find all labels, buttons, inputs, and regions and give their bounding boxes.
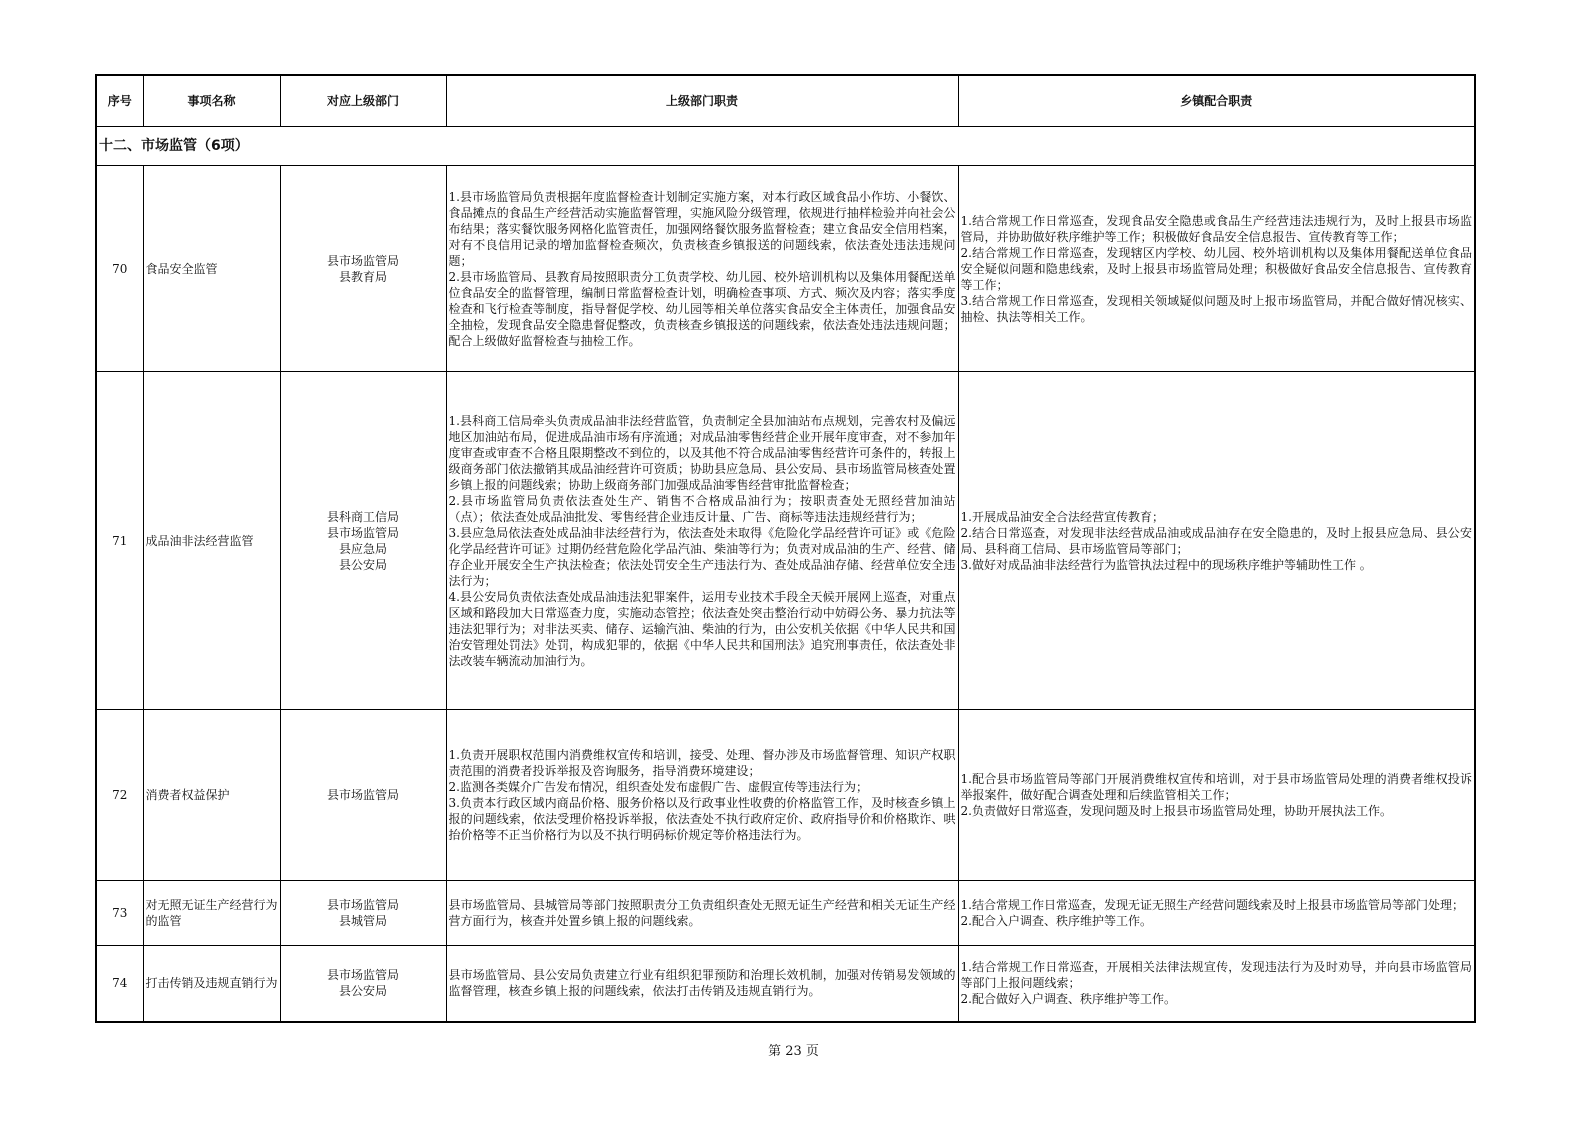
upper-departments <box>280 710 446 881</box>
town-duty-text <box>958 946 1475 1022</box>
paragraph: 1.配合县市场监管局等部门开展消费维权宣传和培训，对于县市场监管局处理的消费者维权投诉举报案件，做好配合调查处理和后续监管相关工作； <box>960 772 1472 802</box>
header-item-name: 事项名称 <box>143 75 280 127</box>
department: 县市场监管局 <box>326 898 399 912</box>
row-number: 70 <box>96 166 143 372</box>
section-row <box>96 127 1475 166</box>
town-duty-text <box>958 710 1475 881</box>
item-name: 成品油非法经营监管 <box>143 372 280 710</box>
department: 县城管局 <box>338 914 387 928</box>
upper-duty-text <box>446 710 958 881</box>
header-town-duty: 乡镇配合职责 <box>958 75 1475 127</box>
department: 县应急局 <box>338 541 387 556</box>
table-row <box>96 710 1475 881</box>
paragraph: 1.结合常规工作日常巡查，发现无证无照生产经营问题线索及时上报县市场监管局等部门处理； <box>960 898 1464 912</box>
paragraph: 1.负责开展职权范围内消费维权宣传和培训，接受、处理、督办涉及市场监督管理、知识产权职责范围的消费者投诉举报及咨询服务，指导消费环境建设； <box>448 748 956 778</box>
paragraph: 2.结合日常巡查，对发现非法经营成品油或成品油存在安全隐患的，及时上报县应急局、县公安局、县科商工信局、县市场监管局等部门； <box>960 525 1472 556</box>
upper-duty-text <box>446 166 958 372</box>
header-seq: 序号 <box>96 75 143 127</box>
upper-duty-text <box>446 881 958 946</box>
paragraph: 3.负责本行政区域内商品价格、服务价格以及行政事业性收费的价格监管工作，及时核查乡镇上报的问题线索，依法受理价格投诉举报，依法查处不执行政府定价、政府指导价和价格欺诈、哄抬价格等不正当价格行为以及不执行明码标价规定等价格违法行为。 <box>448 796 956 842</box>
paragraph: 3.做好对成品油非法经营行为监管执法过程中的现场秩序维护等辅助性工作 。 <box>960 557 1372 572</box>
header-upper-dept: 对应上级部门 <box>280 75 446 127</box>
item-name: 对无照无证生产经营行为的监管 <box>143 881 280 946</box>
department: 县公安局 <box>338 557 387 572</box>
upper-departments <box>280 946 446 1022</box>
town-duty-text <box>958 372 1475 710</box>
town-duty-text <box>958 166 1475 372</box>
department: 县科商工信局 <box>326 509 399 524</box>
paragraph: 县市场监管局、县城管局等部门按照职责分工负责组织查处无照无证生产经营和相关无证生产经营方面行为，核查并处置乡镇上报的问题线索。 <box>448 898 956 928</box>
town-duty-text <box>958 881 1475 946</box>
table-row <box>96 166 1475 372</box>
row-number: 72 <box>96 710 143 881</box>
paragraph: 2.县市场监管局负责依法查处生产、销售不合格成品油行为；按职责查处无照经营加油站（点）；依法查处成品油批发、零售经营企业违反计量、广告、商标等违法违规经营行为； <box>448 493 956 524</box>
row-number: 74 <box>96 946 143 1022</box>
table-row <box>96 372 1475 710</box>
paragraph: 1.县科商工信局牵头负责成品油非法经营监管，负责制定全县加油站布点规划，完善农村及偏远地区加油站布局，促进成品油市场有序流通；对成品油零售经营企业开展年度审查，对不参加年度审查或审查不合格且限期整改不到位的，以及其他不符合成品油零售经营许可条件的，转报上级商务部门依法撤销其成品油经营许可资质；协助县应急局、县公安局、县市场监管局核查处置乡镇上报的问题线索；协助上级商务部门加强成品油零售经营审批监督检查； <box>448 413 956 492</box>
paragraph: 2.监测各类媒介广告发布情况，组织查处发布虚假广告、虚假宣传等违法行为； <box>448 780 868 794</box>
responsibility-table <box>95 74 1476 1023</box>
upper-departments <box>280 881 446 946</box>
upper-departments <box>280 166 446 372</box>
paragraph: 2.配合做好入户调查、秩序维护等工作。 <box>960 992 1176 1007</box>
paragraph: 2.结合常规工作日常巡查，发现辖区内学校、幼儿园、校外培训机构以及集体用餐配送单位食品安全疑似问题和隐患线索，及时上报县市场监管局处理；积极做好食品安全信息报告、宣传教育等工作； <box>960 245 1472 292</box>
department: 县市场监管局 <box>326 788 399 802</box>
item-name: 消费者权益保护 <box>143 710 280 881</box>
row-number: 71 <box>96 372 143 710</box>
paragraph: 1.结合常规工作日常巡查，发现食品安全隐患或食品生产经营违法违规行为，及时上报县市场监管局，并协助做好秩序维护等工作；积极做好食品安全信息报告、宣传教育等工作； <box>960 213 1472 244</box>
table-row <box>96 881 1475 946</box>
section-title: 十二、市场监管（6项） <box>96 127 1475 166</box>
department: 县市场监管局 <box>326 525 399 540</box>
row-number: 73 <box>96 881 143 946</box>
department: 县公安局 <box>338 984 387 999</box>
upper-departments <box>280 372 446 710</box>
item-name: 打击传销及违规直销行为 <box>143 946 280 1022</box>
paragraph: 县市场监管局、县公安局负责建立行业有组织犯罪预防和治理长效机制，加强对传销易发领域的监督管理，核查乡镇上报的问题线索，依法打击传销及违规直销行为。 <box>448 968 956 999</box>
paragraph: 2.配合入户调查、秩序维护等工作。 <box>960 914 1152 928</box>
upper-duty-text <box>446 946 958 1022</box>
paragraph: 2.负责做好日常巡查，发现问题及时上报县市场监管局处理，协助开展执法工作。 <box>960 804 1392 818</box>
department: 县市场监管局 <box>326 253 399 268</box>
paragraph: 1.县市场监管局负责根据年度监督检查计划制定实施方案，对本行政区域食品小作坊、小餐饮、食品摊点的食品生产经营活动实施监督管理，实施风险分级管理，依规进行抽样检验并向社会公布结果；落实餐饮服务网格化监管责任，加强网络餐饮服务监督检查；建立食品安全信用档案，对有不良信用记录的增加监督检查频次，负责核查乡镇报送的问题线索，依法查处违法违规问题； <box>448 189 956 268</box>
table-row <box>96 946 1475 1022</box>
page-number: 第 23 页 <box>768 1044 819 1059</box>
table-header-row <box>96 75 1475 127</box>
paragraph: 4.县公安局负责依法查处成品油违法犯罪案件，运用专业技术手段全天候开展网上巡查，对重点区域和路段加大日常巡查力度，实施动态管控；依法查处突击整治行动中妨碍公务、暴力抗法等违法犯罪行为；对非法买卖、储存、运输汽油、柴油的行为，由公安机关依据《中华人民共和国治安管理处罚法》处罚，构成犯罪的，依据《中华人民共和国刑法》追究刑事责任，依法查处非法改装车辆流动加油行为。 <box>448 589 956 668</box>
department: 县教育局 <box>338 269 387 284</box>
department: 县市场监管局 <box>326 968 399 983</box>
paragraph: 3.县应急局依法查处成品油非法经营行为，依法查处未取得《危险化学品经营许可证》或《危险化学品经营许可证》过期仍经营危险化学品汽油、柴油等行为；负责对成品油的生产、经营、储存企业开展安全生产执法检查；依法处罚安全生产违法行为、查处成品油存储、经营单位安全违法行为； <box>448 525 956 588</box>
header-upper-duty: 上级部门职责 <box>446 75 958 127</box>
item-name: 食品安全监管 <box>143 166 280 372</box>
upper-duty-text <box>446 372 958 710</box>
paragraph: 1.开展成品油安全合法经营宣传教育； <box>960 509 1164 524</box>
paragraph: 1.结合常规工作日常巡查，开展相关法律法规宣传，发现违法行为及时劝导，并向县市场监管局等部门上报问题线索； <box>960 960 1472 991</box>
paragraph: 3.结合常规工作日常巡查，发现相关领域疑似问题及时上报市场监管局，并配合做好情况核实、抽检、执法等相关工作。 <box>960 293 1472 324</box>
paragraph: 2.县市场监管局、县教育局按照职责分工负责学校、幼儿园、校外培训机构以及集体用餐配送单位食品安全的监督管理，编制日常监督检查计划，明确检查事项、方式、频次及内容；落实季度检查和飞行检查等制度，指导督促学校、幼儿园等相关单位落实食品安全主体责任，加强食品安全抽检，发现食品安全隐患督促整改，负责核查乡镇报送的问题线索，依法查处违法违规问题；配合上级做好监督检查与抽检工作。 <box>448 269 956 348</box>
